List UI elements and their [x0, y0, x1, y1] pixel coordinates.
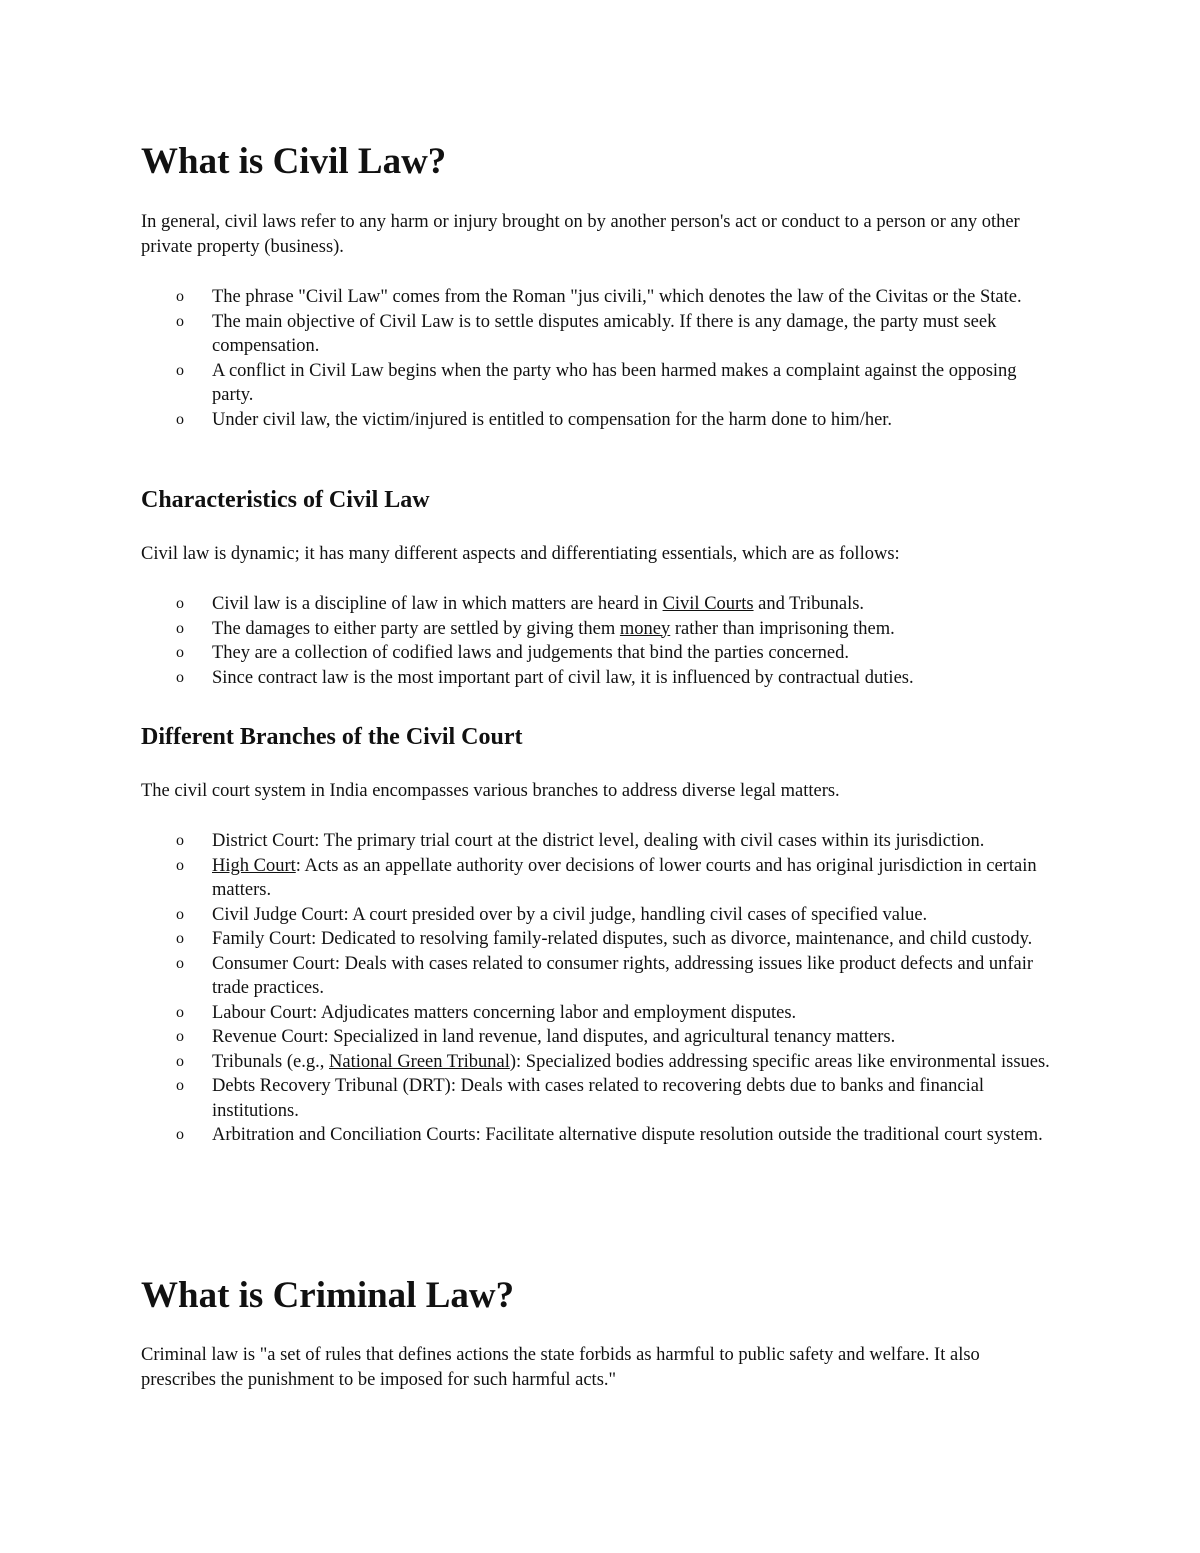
branch-item: [0, 1123, 1062, 1148]
bullet-circle-icon: o: [176, 856, 184, 874]
branch-text: : Acts as an appellate authority over decisions of lower courts and has original jurisdiction in certain matters.: [212, 855, 1037, 900]
characteristic-text: Since contract law is the most important part of civil law, it is influenced by contractual duties.: [212, 667, 914, 688]
civil-law-heading: What is Civil Law?: [141, 141, 447, 182]
branch-item: [0, 1050, 1062, 1075]
bullet-circle-icon: o: [176, 668, 184, 686]
branch-text: Revenue Court: Specialized in land revenue, land disputes, and agricultural tenancy matters.: [212, 1027, 896, 1047]
characteristic-item: [0, 592, 1062, 617]
branch-item: [0, 927, 1062, 952]
branch-text: Family Court: Dedicated to resolving family-related disputes, such as divorce, maintenance, and child custody.: [212, 929, 1033, 949]
branch-text: District Court: The primary trial court at the district level, dealing with civil cases within its jurisdiction.: [212, 831, 985, 851]
branch-text: Tribunals (e.g.,: [212, 1051, 329, 1072]
bullet-circle-icon: o: [176, 1126, 184, 1143]
national-green-tribunal-link[interactable]: National Green Tribunal: [329, 1051, 510, 1072]
civil-courts-link[interactable]: Civil Courts: [662, 594, 754, 614]
bullet-circle-icon: o: [176, 361, 184, 379]
characteristic-text: rather than imprisoning them.: [670, 618, 895, 639]
criminal-law-intro: Criminal law is "a set of rules that defines actions the state forbids as harmful to public safety and welfare. It also prescribes the punishment to be imposed for such harmful acts.": [141, 1345, 980, 1390]
bullet-circle-icon: o: [176, 312, 184, 330]
branch-text: Arbitration and Conciliation Courts: Facilitate alternative dispute resolution outside the traditional court system.: [212, 1125, 1043, 1145]
branch-item: [0, 1025, 1062, 1050]
civil-law-points: [0, 285, 1062, 432]
branch-text: ): Specialized bodies addressing specific areas like environmental issues.: [509, 1051, 1050, 1072]
characteristics-heading: Characteristics of Civil Law: [141, 487, 430, 513]
characteristics-list: [0, 592, 1062, 690]
bullet-circle-icon: o: [176, 644, 184, 661]
branch-item: [0, 903, 1062, 928]
branches-list: [0, 829, 1062, 1148]
characteristics-intro: Civil law is dynamic; it has many different aspects and differentiating essentials, which are as follows:: [141, 544, 900, 564]
high-court-link[interactable]: High Court: [212, 855, 296, 876]
civil-point: [0, 285, 1062, 310]
bullet-circle-icon: o: [176, 595, 184, 612]
bullet-circle-icon: o: [176, 1052, 184, 1070]
bullet-circle-icon: o: [176, 930, 184, 947]
bullet-circle-icon: o: [176, 619, 184, 637]
branches-heading: Different Branches of the Civil Court: [141, 724, 523, 750]
money-link[interactable]: money: [619, 618, 671, 639]
branches-intro: The civil court system in India encompasses various branches to address diverse legal matters.: [141, 781, 840, 801]
civil-point: [0, 408, 1062, 433]
criminal-law-heading: What is Criminal Law?: [141, 1275, 515, 1316]
characteristic-item: [0, 666, 1062, 691]
branch-text: Labour Court: Adjudicates matters concerning labor and employment disputes.: [212, 1002, 797, 1023]
branch-item: [0, 854, 1062, 903]
civil-point-text: Under civil law, the victim/injured is entitled to compensation for the harm done to him/her.: [212, 409, 893, 430]
bullet-circle-icon: o: [176, 832, 184, 849]
civil-point-text: The main objective of Civil Law is to settle disputes amicably. If there is any damage, the party must seek compensation.: [212, 311, 997, 356]
civil-law-intro: In general, civil laws refer to any harm or injury brought on by another person's act or conduct to a person or any other private property (business).: [141, 212, 1020, 257]
bullet-circle-icon: o: [176, 410, 184, 428]
characteristic-text: and Tribunals.: [753, 594, 865, 614]
bullet-circle-icon: o: [176, 1077, 184, 1094]
bullet-circle-icon: o: [176, 905, 184, 923]
civil-point: [0, 310, 1062, 359]
characteristic-text: Civil law is a discipline of law in which matters are heard in: [212, 594, 663, 614]
characteristic-item: [0, 617, 1062, 642]
branch-item: [0, 952, 1062, 1001]
branch-text: Civil Judge Court: A court presided over by a civil judge, handling civil cases of specified value.: [212, 904, 928, 925]
branch-item: [0, 1074, 1062, 1123]
branch-item: [0, 1001, 1062, 1026]
branch-text: Debts Recovery Tribunal (DRT): Deals with cases related to recovering debts due to banks and financial institutions.: [212, 1076, 985, 1121]
civil-point-text: The phrase "Civil Law" comes from the Roman "jus civili," which denotes the law of the Civitas or the State.: [212, 287, 1022, 307]
civil-point-text: A conflict in Civil Law begins when the party who has been harmed makes a complaint against the opposing party.: [212, 360, 1017, 405]
bullet-circle-icon: o: [176, 1003, 184, 1021]
branch-item: [0, 829, 1062, 854]
characteristic-item: [0, 641, 1062, 666]
characteristic-text: The damages to either party are settled by giving them: [212, 618, 620, 639]
civil-point: [0, 359, 1062, 408]
characteristic-text: They are a collection of codified laws and judgements that bind the parties concerned.: [212, 643, 849, 663]
branch-text: Consumer Court: Deals with cases related to consumer rights, addressing issues like product defects and unfair trade practices.: [212, 953, 1033, 998]
bullet-circle-icon: o: [176, 288, 184, 305]
bullet-circle-icon: o: [176, 1028, 184, 1045]
bullet-circle-icon: o: [176, 954, 184, 972]
